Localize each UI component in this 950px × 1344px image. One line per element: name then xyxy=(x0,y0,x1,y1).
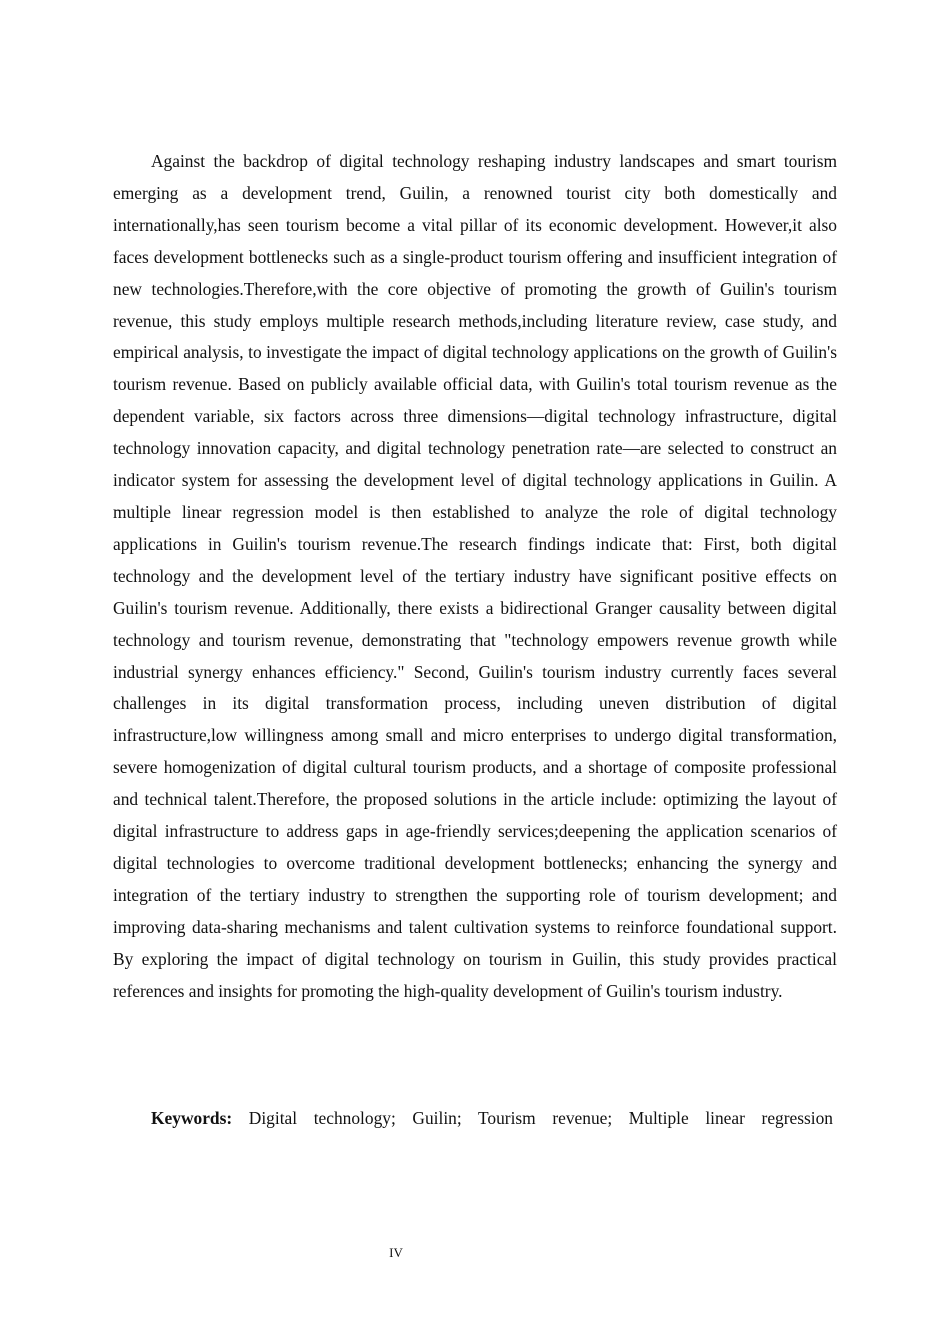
abstract-paragraph: Against the backdrop of digital technology reshaping industry landscapes and smart tourism emerging as a development trend, Guilin, a renowned tourist city both domestically and internationally,has seen tourism become a vital pillar of its economic development. However,it also faces development bottlenecks such as a single-product tourism offering and insufficient integration of new technologies.Therefore,with the core objective of promoting the growth of Guilin's tourism revenue, this study employs multiple research methods,including literature review, case study, and empirical analysis, to investigate the impact of digital technology applications on the growth of Guilin's tourism revenue. Based on publicly available official data, with Guilin's total tourism revenue as the dependent variable, six factors across three dimensions—digital technology infrastructure, digital technology innovation capacity, and digital technology penetration rate—are selected to construct an indicator system for assessing the development level of digital technology applications in Guilin. A multiple linear regression model is then established to analyze the role of digital technology applications in Guilin's tourism revenue.The research findings indicate that: First, both digital technology and the development level of the tertiary industry have significant positive effects on Guilin's tourism revenue. Additionally, there exists a bidirectional Granger causality between digital technology and tourism revenue, demonstrating that "technology empowers revenue growth while industrial synergy enhances efficiency." Second, Guilin's tourism industry currently faces several challenges in its digital transformation process, including uneven distribution of digital infrastructure,low willingness among small and micro enterprises to undergo digital transformation, severe homogenization of digital cultural tourism products, and a shortage of composite professional and technical talent.Therefore, the proposed solutions in the article include: optimizing the layout of digital infrastructure to address gaps in age-friendly services;deepening the application scenarios of digital technologies to overcome traditional development bottlenecks; enhancing the synergy and integration of the tertiary industry to strengthen the supporting role of tourism development; and improving data-sharing mechanisms and talent cultivation systems to reinforce foundational support. By exploring the impact of digital technology on tourism in Guilin, this study provides practical references and insights for promoting the high-quality development of Guilin's tourism industry. xyxy=(113,151,837,1001)
keywords-line xyxy=(113,1103,833,1135)
keywords-label: Keywords: xyxy=(151,1108,233,1128)
keywords-text: Digital technology; Guilin; Tourism revenue; Multiple linear regression xyxy=(248,1108,833,1128)
page-number: IV xyxy=(389,1245,403,1260)
